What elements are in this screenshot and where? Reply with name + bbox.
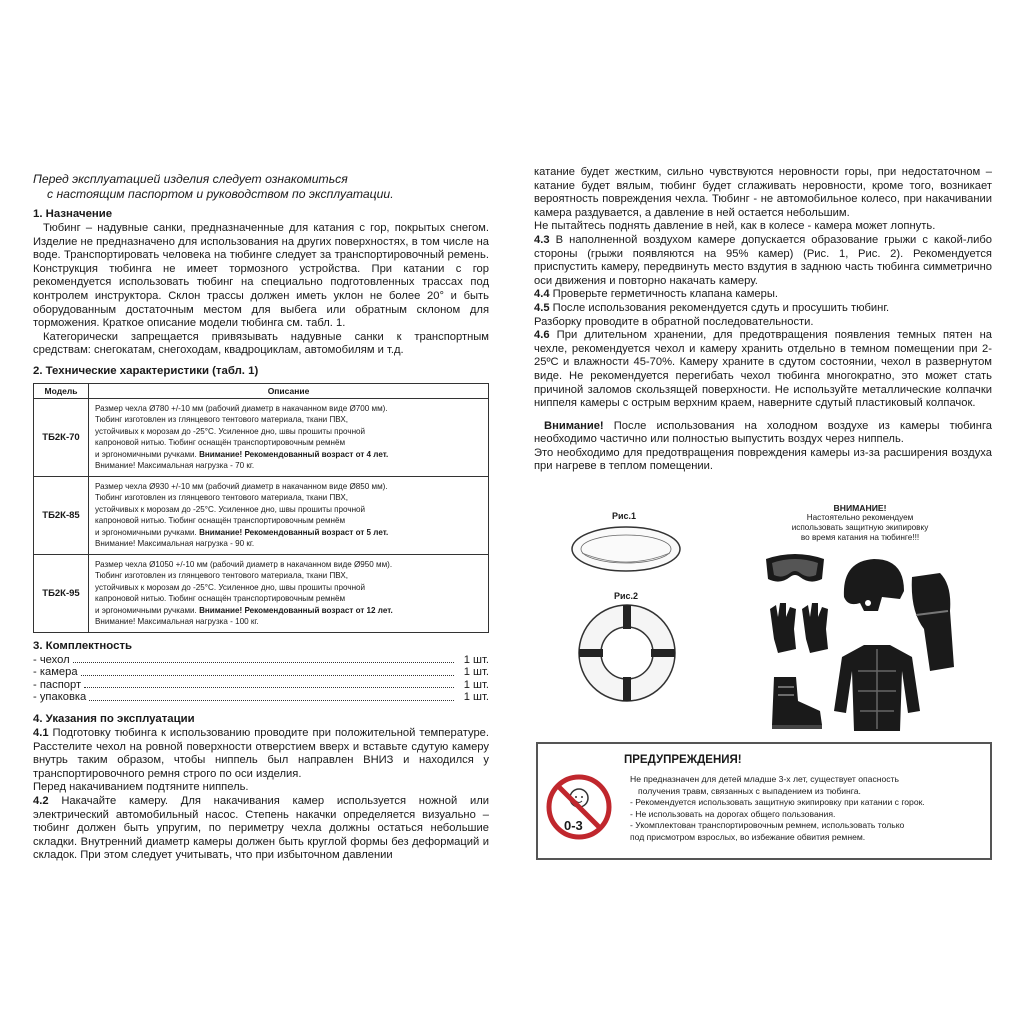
- helmet-icon: [838, 553, 908, 623]
- model-cell: ТБ2К-85: [34, 476, 89, 554]
- list-item: - камера 1 шт.: [33, 666, 489, 679]
- section-1-title: 1. Назначение: [33, 208, 113, 220]
- left-column: [33, 172, 489, 863]
- right-column: [534, 166, 992, 474]
- section-4-title: 4. Указания по эксплуатации: [33, 712, 195, 725]
- fig1-label: Рис.1: [612, 511, 637, 521]
- model-cell: ТБ2К-70: [34, 398, 89, 476]
- fig2-label: Рис.2: [614, 591, 639, 601]
- table-row: [34, 398, 489, 476]
- paragraph-4-1-note: Перед накачиванием подтяните ниппель.: [33, 781, 249, 794]
- description-cell: Размер чехла Ø930 +/-10 мм (рабочий диаметр в накачанном виде Ø850 мм). Тюбинг изготовлен из глянцевого тентового материала, ткани ПВХ, устойчивых к морозам до -25°С. Усиленное дно, швы прошиты прочной капроновой нитью. Тюбинг оснащён транспортировочным ремнём и эргономичными ручками. Внимание! Рекомендованный возраст от 5 лет. Внимание! Максимальная нагрузка - 90 кг.: [89, 476, 489, 554]
- attention-paragraph: Внимание! После использования на холодном воздухе из камеры тюбинга необходимо частично или полностью выпустить воздух через ниппель.: [534, 419, 992, 446]
- spec-table-header: [34, 383, 489, 398]
- warnings-title: ПРЕДУПРЕЖДЕНИЯ!: [624, 754, 742, 766]
- warnings-list: Не предназначен для детей младше 3-х лет, существует опасность получения травм, связанных с выпадением из тюбинга. - Рекомендуется использовать защитную экипировку при катании с горок. - Не использовать на дорогах общего пользования. - Укомплектован транспортировочным ремнем, использовать только под присмотром взрослых, во избежание обвития ремнем.: [630, 774, 925, 842]
- gear-recommendation: ВНИМАНИЕ! Настоятельно рекомендуем использовать защитную экипировку во время катания на тюбинге!!!: [791, 503, 929, 542]
- paragraph-4-3: 4.3 В наполненной воздухом камере допускается образование грыжи с какой-либо стороны (грыжи появляются на 95% камер) (Рис. 1, Рис. 2). Рекомендуется приспустить камеру, передвинуть место вздутия в заднюю часть тюбинга симметрично оси движения и повторно накачать камеру.: [534, 233, 992, 287]
- list-item: - упаковка 1 шт.: [33, 691, 489, 704]
- protective-jacket-icon: [832, 641, 922, 735]
- paragraph-4-5: 4.5 После использования рекомендуется сдуть и просушить тюбинг.: [534, 301, 890, 314]
- paragraph-4-1: 4.1 Подготовку тюбинга к использованию проводите при положительной температуре. Расстелите чехол на ровной поверхности отверстием вверх и вставьте сдутую камеру внутрь таким образом, чтобы ниппель был направлен ВНИЗ и находился у транспортировочного ремня строго по оси изделия.: [33, 726, 489, 780]
- col-description-header: Описание: [89, 383, 489, 398]
- boot-icon: [766, 673, 826, 733]
- age-label: 0-3: [564, 818, 583, 833]
- table-row: [34, 476, 489, 554]
- section-2-title: 2. Технические характеристики (табл. 1): [33, 364, 259, 377]
- gloves-icon: [766, 599, 834, 657]
- paragraph-4-6: 4.6 При длительном хранении, для предотвращения появления темных пятен на чехле, рекомендуется чехол и камеру хранить отдельно в темном помещении при 2-25ºС и влажности 45-70%. Камеру храните в сдутом состоянии, чехол в развернутом виде. Не рекомендуется перегибать чехол тюбинга многократно, это может стать причиной заломов скользящей поверхности. Не используйте металлические колпачки ниппеля камеры с острым верхним краем, наверните сдутый пластиковый колпачок.: [534, 329, 992, 410]
- attention-paragraph-2: Это необходимо для предотвращения повреждения камеры из-за расширения воздуха при нагреве в теплом помещении.: [534, 446, 992, 473]
- list-item: - чехол 1 шт.: [33, 653, 489, 666]
- section-1-prohibition: Категорически запрещается привязывать надувные санки к транспортным средствам: снегокатам, снегоходам, квадроциклам, автомобилям и т.д.: [33, 330, 489, 357]
- model-cell: ТБ2К-95: [34, 554, 89, 632]
- warnings-box: [536, 742, 992, 860]
- paragraph-4-5-note: Разборку проводите в обратной последовательности.: [534, 315, 814, 328]
- paragraph-4-4: 4.4 Проверьте герметичность клапана камеры.: [534, 288, 778, 301]
- section-1-paragraph: Тюбинг – надувные санки, предназначенные для катания с гор, покрытых снегом. Изделие не предназначено для использования на других поверхностях, в том числе на воде. Транспортировать человека на тюбинге следует за транспортировочный ремень. Конструкция тюбинга не имеет тормозного устройства. При катании с гор рекомендуется использовать тюбинг на специально подготовленных трассах под контролем инструктора. Склон трассы должен иметь уклон не более 20° и быть оборудованным достаточным местом для выбега или обратным склоном для торможения. Краткое описание модели тюбинга см. табл. 1.: [33, 222, 489, 330]
- description-cell: Размер чехла Ø780 +/-10 мм (рабочий диаметр в накачанном виде Ø700 мм). Тюбинг изготовлен из глянцевого тентового материала, ткани ПВХ, устойчивых к морозам до -25°С. Усиленное дно, швы прошиты прочной капроновой нитью. Тюбинг оснащён транспортировочным ремнём и эргономичными ручками. Внимание! Рекомендованный возраст от 4 лет. Внимание! Максимальная нагрузка - 70 кг.: [89, 398, 489, 476]
- description-cell: Размер чехла Ø1050 +/-10 мм (рабочий диаметр в накачанном виде Ø950 мм). Тюбинг изготовлен из глянцевого тентового материала, ткани ПВХ, устойчивых к морозам до -25°С. Усиленное дно, швы прошиты прочной капроновой нитью. Тюбинг оснащён транспортировочным ремнём и эргономичными ручками. Внимание! Рекомендованный возраст от 12 лет. Внимание! Максимальная нагрузка - 100 кг.: [89, 554, 489, 632]
- tube-top-view-illustration: [576, 602, 678, 704]
- tube-side-view-illustration: [570, 523, 682, 575]
- section-3-title: 3. Комплектность: [33, 639, 133, 652]
- intro-line-1: Перед эксплуатацией изделия следует ознакомиться: [33, 172, 348, 186]
- paragraph-4-2-continued: катание будет жестким, сильно чувствуются неровности горы, при недостаточном – катание будет вялым, тюбинг будет сглаживать неровности, кроме того, возникает вероятность повреждения чехла. Тюбинг - не автомобильное колесо, при накачивании камера раздувается, а давление в ней остается небольшим.: [534, 166, 992, 219]
- intro-line-2: с настоящим паспортом и руководством по эксплуатации.: [47, 186, 394, 201]
- paragraph-4-2-note: Не пытайтесь поднять давление в ней, как в колесе - камера может лопнуть.: [534, 220, 936, 233]
- goggles-icon: [762, 549, 828, 589]
- spec-table: [33, 383, 489, 633]
- list-item: - паспорт 1 шт.: [33, 678, 489, 691]
- col-model-header: Модель: [34, 383, 89, 398]
- intro-note: [33, 172, 489, 201]
- figures-area: [570, 505, 970, 735]
- paragraph-4-2: 4.2 Накачайте камеру. Для накачивания камер используется ножной или электрический автомобильный насос. Степень накачки определяется визуально – тюбинг должен быть упругим, по периметру чехла должны остаться небольшие складки. Внутренний диаметр камеры должен быть круглой формы без деформаций и складок. При этом следует учитывать, что при избыточном давлении: [33, 794, 489, 862]
- table-row: [34, 554, 489, 632]
